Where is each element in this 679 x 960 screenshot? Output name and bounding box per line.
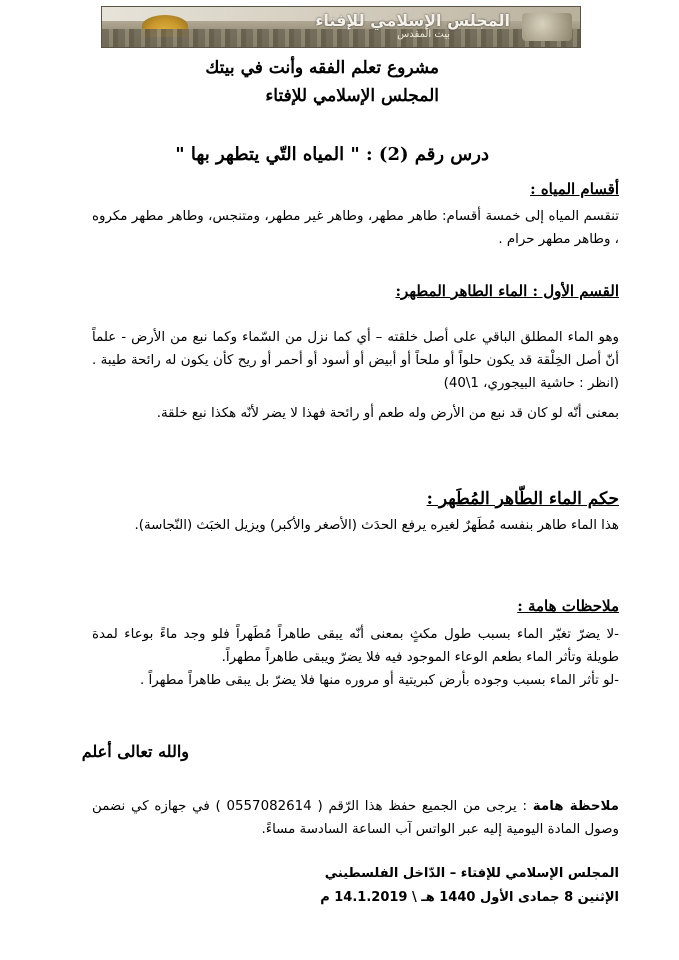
signature-date: الإثنين 8 جمادى الأول 1440 هـ \ 14.1.2019 م [320, 890, 619, 905]
important-note-text: : يرجى من الجميع حفظ هذا الرّقم ( 0557082614 ) في جهازه كي نضمن وصول المادة اليومية إليه عبر الواتس آب الساعة السادسة مساءً. [92, 799, 619, 837]
council-logo-icon [522, 13, 572, 41]
project-title: مشروع تعلم الفقه وأنت في بيتك [205, 58, 439, 78]
first-section-heading: القسم الأول : الماء الطاهر المطهر: [395, 282, 619, 300]
first-section-note: بمعنى أنّه لو كان قد نبع من الأرض وله طعم أو رائحة فهذا لا يضر لأنّه هكذا نبع خلقة. [156, 406, 619, 421]
important-note-label: ملاحظة هامة [532, 799, 619, 814]
lesson-title: درس رقم (2) : " المياه التّي يتطهر بها " [175, 144, 489, 165]
closing-phrase: والله تعالى أعلم [81, 742, 189, 761]
ruling-heading: حكم الماء الطّاهر المُطَهر : [426, 489, 619, 509]
water-divisions-heading: أقسام المياه : [530, 180, 619, 198]
first-section-text: وهو الماء المطلق الباقي على أصل خلقته – أي كما نزل من السّماء وكما نبع من الأرض - علماً أنّ أصل الخِلْقة قد يكون حلواً أو ملحاً أو أبيض أو أسود أو أحمر أو ريح كأن يكون له رائحة طيبة . (انظر : حاشية البيجوري، 1\40) [92, 330, 619, 391]
banner-title: المجلس الإسلامي للإفتاء [315, 11, 510, 30]
banner-cityscape [102, 29, 580, 47]
water-divisions-text: تنقسم المياه إلى خمسة أقسام: طاهر مطهر، وطاهر غير مطهر، ومتنجس، وطاهر مطهر مكروه ، وطاهر مطهر حرام . [92, 209, 619, 247]
banner-subtitle: بيت المقدس [397, 29, 450, 40]
header-banner [101, 6, 581, 48]
signature-council: المجلس الإسلامي للإفتاء – الدّاخل الفلسطيني [324, 866, 619, 881]
council-name: المجلس الإسلامي للإفتاء [265, 86, 439, 106]
notes-text-2: -لو تأثر الماء بسبب وجوده بأرض كبريتية أو مروره منها فلا يضرّ بل يبقى طاهراً مطهراً . [140, 673, 619, 688]
important-note [92, 795, 619, 841]
notes-text-1: -لا يضرّ تغيّر الماء بسبب طول مكثٍ بمعنى أنّه يبقى طاهراً مُطَهراً فلو وجد ماءً بوعاء لمدة طويلة وتأثر الماء بطعم الوعاء الموجود فيه فلا يضرّ ويبقى طاهراً مطهراً. [92, 627, 619, 665]
ruling-text: هذا الماء طاهر بنفسه مُطَهرٌ لغيره يرفع الحدَث (الأصغر والأكبر) ويزيل الخبَث (النّجاسة). [134, 518, 619, 533]
notes-heading: ملاحظات هامة : [517, 597, 619, 615]
